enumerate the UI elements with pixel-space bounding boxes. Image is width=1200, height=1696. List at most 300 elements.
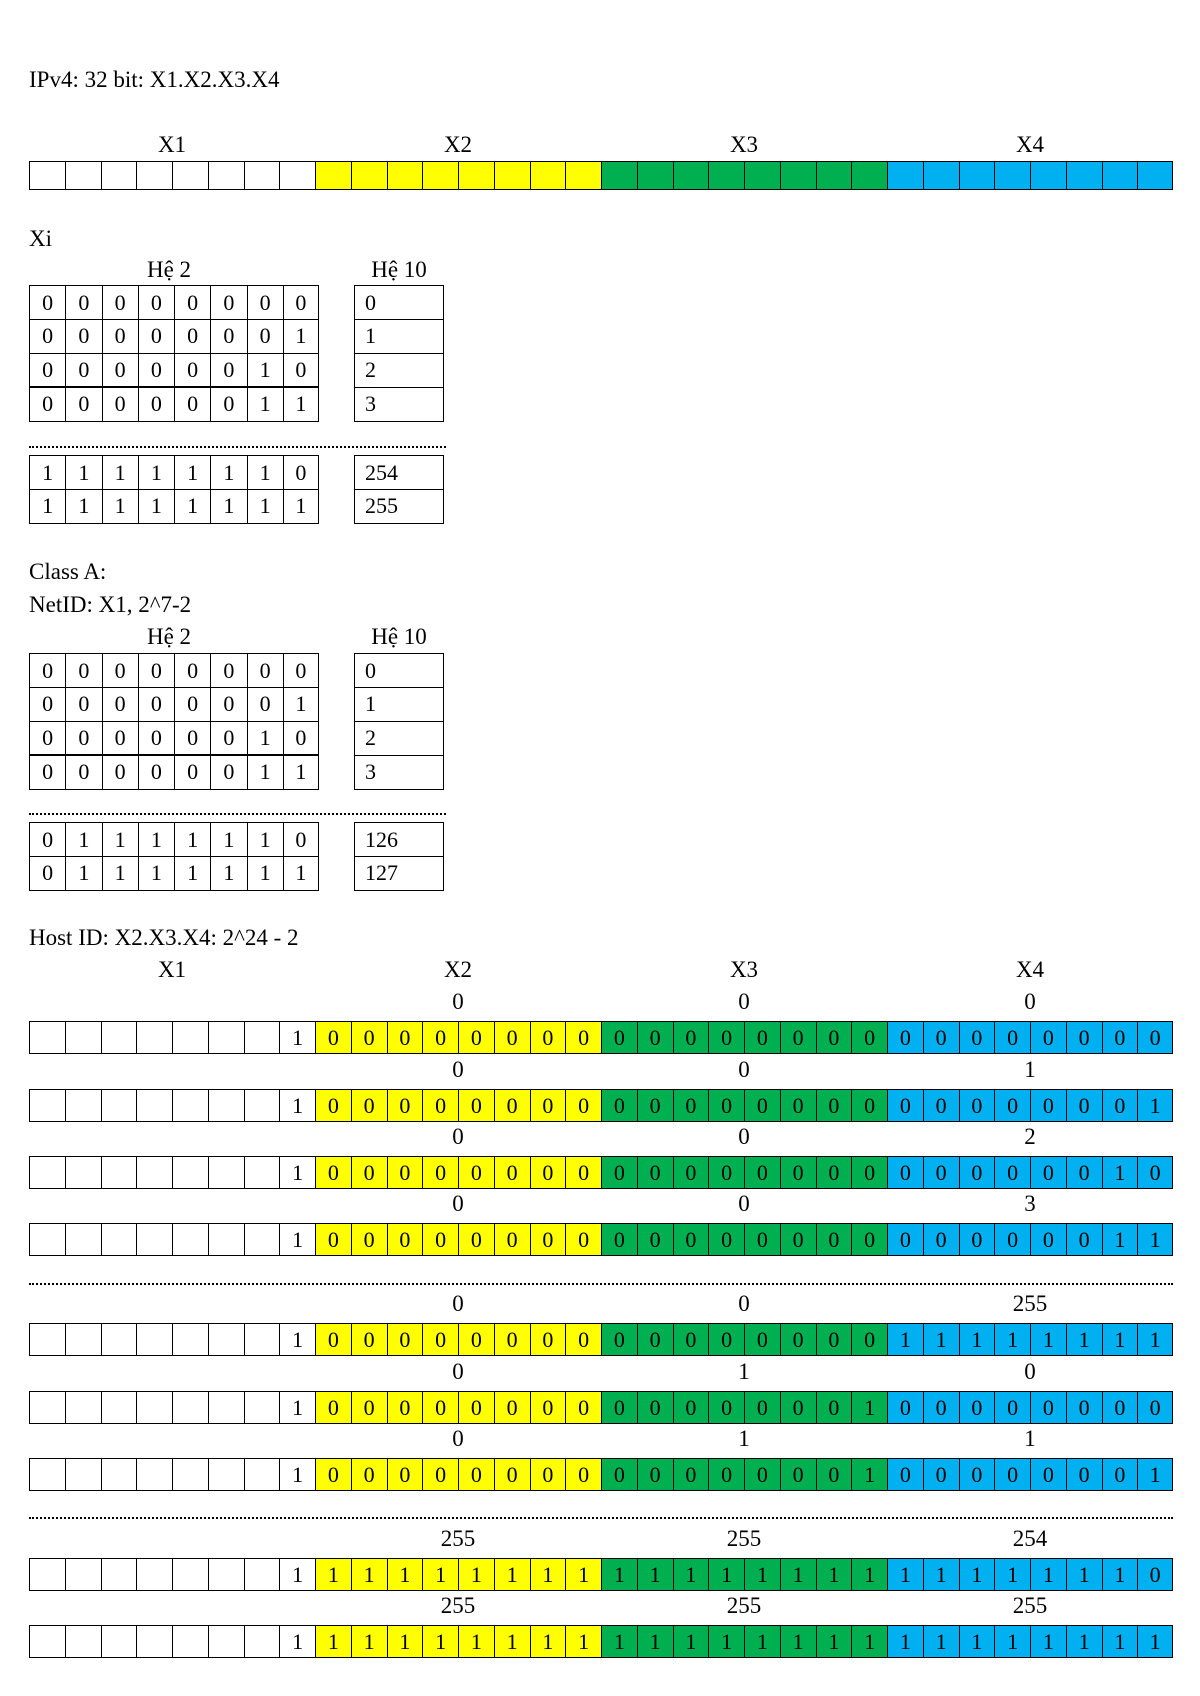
bit-cell: 0 (1030, 1157, 1066, 1188)
bit-cell: 0 (601, 1324, 637, 1355)
xi-binary-row (29, 353, 319, 388)
bit-cell: 0 (851, 1022, 887, 1053)
bit-cell: 1 (283, 320, 319, 353)
bit-cell: 0 (673, 1224, 709, 1255)
bit-cell: 0 (138, 755, 174, 788)
bit-cell: 0 (458, 1157, 494, 1188)
class-a-binary-row (29, 687, 319, 722)
bit-cell: 1 (1102, 1324, 1138, 1355)
host-decimal-label: 0 (452, 1359, 464, 1384)
bit-cell (101, 1022, 137, 1053)
bit-cell: 0 (851, 1090, 887, 1121)
xi-decimal-cell: 0 (354, 285, 444, 320)
bit-cell: 0 (1137, 1157, 1173, 1188)
bit-cell: 0 (174, 654, 210, 687)
xi-decimal-cell: 254 (354, 455, 444, 490)
bit-cell: 0 (637, 1022, 673, 1053)
host-decimal-label: 0 (738, 1191, 750, 1216)
bit-cell: 1 (708, 1559, 744, 1590)
host-decimal-label: 0 (452, 1057, 464, 1082)
bit-cell: 0 (530, 1324, 566, 1355)
bit-cell (65, 1090, 101, 1121)
bit-cell (101, 1090, 137, 1121)
class-a-decimal-header: Hệ 10 (371, 624, 427, 649)
bit-cell: 0 (1102, 1022, 1138, 1053)
bit-cell: 0 (1137, 1022, 1173, 1053)
bit-cell: 0 (494, 1090, 530, 1121)
bit-cell: 1 (1102, 1559, 1138, 1590)
bit-cell: 0 (959, 1392, 995, 1423)
page-title: IPv4: 32 bit: X1.X2.X3.X4 (29, 67, 280, 92)
host-decimal-label: 255 (1012, 1291, 1048, 1316)
bit-cell: 1 (279, 1324, 315, 1355)
bit-cell: 0 (65, 688, 101, 721)
host-decimal-label: 2 (1024, 1124, 1036, 1149)
bit-cell: 0 (959, 1459, 995, 1490)
bit-cell: 0 (923, 1090, 959, 1121)
bit-cell: 0 (422, 1224, 458, 1255)
bit-cell: 0 (744, 1224, 780, 1255)
bit-cell (208, 1559, 244, 1590)
bit-cell: 0 (387, 1324, 423, 1355)
bit-cell: 1 (102, 857, 138, 890)
bit-cell: 0 (283, 354, 319, 387)
bit-cell: 0 (851, 1324, 887, 1355)
bit-cell: 0 (601, 1090, 637, 1121)
bit-cell: 0 (1066, 1090, 1102, 1121)
bit-cell: 1 (102, 823, 138, 856)
bit-cell (887, 162, 923, 189)
bit-cell (172, 1157, 208, 1188)
bit-cell (172, 1392, 208, 1423)
class-a-binary-row (29, 856, 319, 891)
class-a-ellipsis-divider (29, 813, 446, 815)
bit-cell (101, 1224, 137, 1255)
bit-cell (208, 162, 244, 189)
xi-ellipsis-divider (29, 446, 446, 448)
bit-cell: 0 (65, 722, 101, 755)
bit-cell: 0 (315, 1459, 351, 1490)
bit-cell: 0 (422, 1022, 458, 1053)
bit-cell: 0 (887, 1392, 923, 1423)
bit-cell: 0 (637, 1090, 673, 1121)
bit-cell: 1 (247, 354, 283, 387)
bit-cell (816, 162, 852, 189)
bit-cell: 0 (138, 354, 174, 387)
class-a-binary-row (29, 721, 319, 756)
bit-cell (136, 1090, 172, 1121)
bit-cell: 0 (65, 354, 101, 387)
bit-cell: 1 (1137, 1459, 1173, 1490)
bit-cell: 1 (279, 1224, 315, 1255)
bit-cell (65, 1224, 101, 1255)
bit-cell: 0 (102, 654, 138, 687)
bit-cell: 0 (65, 654, 101, 687)
bit-cell: 0 (315, 1224, 351, 1255)
bit-cell (208, 1022, 244, 1053)
bit-cell: 1 (1137, 1090, 1173, 1121)
bit-cell (172, 1559, 208, 1590)
bit-cell (315, 162, 351, 189)
bit-cell: 1 (279, 1459, 315, 1490)
bit-cell: 0 (210, 688, 246, 721)
bit-cell (244, 1224, 280, 1255)
bit-cell: 1 (422, 1626, 458, 1657)
bit-cell: 0 (530, 1224, 566, 1255)
class-a-decimal-cell: 3 (354, 754, 444, 789)
bit-cell: 1 (247, 387, 283, 420)
bit-cell: 0 (102, 755, 138, 788)
bit-cell (172, 162, 208, 189)
bit-cell (29, 162, 65, 189)
bit-cell (208, 1392, 244, 1423)
bit-cell: 1 (708, 1626, 744, 1657)
bit-cell: 1 (959, 1324, 995, 1355)
bit-cell: 0 (351, 1224, 387, 1255)
bit-cell: 0 (283, 654, 319, 687)
bit-cell: 0 (210, 320, 246, 353)
bit-cell: 0 (1030, 1090, 1066, 1121)
bit-cell: 1 (637, 1559, 673, 1590)
bit-cell: 1 (1066, 1324, 1102, 1355)
bit-cell: 1 (315, 1559, 351, 1590)
bit-cell: 0 (816, 1022, 852, 1053)
bit-cell (351, 162, 387, 189)
bit-cell: 0 (210, 354, 246, 387)
bit-cell (1066, 162, 1102, 189)
bit-cell: 1 (174, 857, 210, 890)
bit-cell: 0 (210, 755, 246, 788)
bit-cell: 0 (422, 1090, 458, 1121)
bit-cell: 0 (458, 1324, 494, 1355)
bit-cell (101, 1157, 137, 1188)
bit-cell: 0 (673, 1022, 709, 1053)
octet-label-x1: X1 (157, 132, 187, 157)
bit-cell: 0 (565, 1459, 601, 1490)
bit-cell (172, 1459, 208, 1490)
bit-cell: 0 (102, 688, 138, 721)
bit-cell: 0 (494, 1392, 530, 1423)
bit-cell: 1 (923, 1324, 959, 1355)
bit-cell: 0 (65, 320, 101, 353)
bit-cell (65, 1459, 101, 1490)
bit-cell: 0 (708, 1459, 744, 1490)
bit-cell: 0 (422, 1157, 458, 1188)
host-decimal-label: 255 (726, 1593, 762, 1618)
bit-cell: 0 (1137, 1559, 1173, 1590)
bit-cell: 0 (816, 1157, 852, 1188)
bit-cell: 0 (816, 1324, 852, 1355)
host-id-title: Host ID: X2.X3.X4: 2^24 - 2 (29, 925, 299, 950)
bit-cell: 0 (29, 654, 65, 687)
bit-cell: 0 (422, 1392, 458, 1423)
bit-cell: 1 (174, 490, 210, 523)
bit-cell: 0 (174, 755, 210, 788)
bit-cell: 0 (138, 688, 174, 721)
bit-cell: 1 (210, 823, 246, 856)
bit-cell (244, 162, 280, 189)
bit-cell (65, 1324, 101, 1355)
bit-cell (101, 162, 137, 189)
bit-cell: 1 (102, 490, 138, 523)
host-octet-label-x4: X4 (1015, 957, 1045, 982)
bit-cell (279, 162, 315, 189)
bit-cell: 0 (458, 1459, 494, 1490)
bit-cell: 0 (637, 1224, 673, 1255)
bit-cell: 0 (29, 755, 65, 788)
bit-cell: 0 (601, 1022, 637, 1053)
bit-cell: 0 (744, 1459, 780, 1490)
bit-cell: 0 (138, 320, 174, 353)
host-bit-row (29, 1391, 1173, 1424)
class-a-decimal-cell: 0 (354, 653, 444, 688)
bit-cell: 0 (315, 1392, 351, 1423)
bit-cell: 1 (247, 857, 283, 890)
bit-cell (101, 1392, 137, 1423)
bit-cell (65, 162, 101, 189)
bit-cell (172, 1324, 208, 1355)
xi-binary-row (29, 489, 319, 524)
host-decimal-label: 3 (1024, 1191, 1036, 1216)
bit-cell: 0 (283, 823, 319, 856)
bit-cell: 1 (247, 490, 283, 523)
bit-cell: 0 (816, 1224, 852, 1255)
bit-cell: 1 (1137, 1324, 1173, 1355)
host-octet-label-x1: X1 (157, 957, 187, 982)
bit-cell: 1 (279, 1626, 315, 1657)
bit-cell: 0 (1066, 1224, 1102, 1255)
xi-binary-row (29, 455, 319, 490)
bit-cell: 0 (923, 1459, 959, 1490)
bit-cell: 0 (708, 1224, 744, 1255)
xi-binary-row (29, 386, 319, 421)
bit-cell: 0 (351, 1157, 387, 1188)
octet-label-x3: X3 (729, 132, 759, 157)
bit-cell: 1 (851, 1459, 887, 1490)
bit-cell: 0 (887, 1224, 923, 1255)
bit-cell: 1 (637, 1626, 673, 1657)
host-decimal-label: 0 (738, 989, 750, 1014)
bit-cell: 0 (494, 1459, 530, 1490)
bit-cell (172, 1626, 208, 1657)
bit-cell: 1 (458, 1559, 494, 1590)
host-decimal-label: 0 (452, 1124, 464, 1149)
bit-cell: 0 (673, 1392, 709, 1423)
bit-cell (172, 1022, 208, 1053)
bit-cell: 0 (565, 1022, 601, 1053)
bit-cell: 0 (565, 1090, 601, 1121)
bit-cell: 1 (851, 1626, 887, 1657)
xi-decimal-cell: 255 (354, 489, 444, 524)
bit-cell: 0 (283, 456, 319, 489)
bit-cell (136, 1224, 172, 1255)
bit-cell: 1 (959, 1626, 995, 1657)
bit-cell: 1 (210, 490, 246, 523)
bit-cell (959, 162, 995, 189)
host-octet-label-x2: X2 (443, 957, 473, 982)
bit-cell: 0 (351, 1392, 387, 1423)
bit-cell: 1 (29, 490, 65, 523)
bit-cell: 0 (102, 320, 138, 353)
bit-cell (208, 1090, 244, 1121)
bit-cell: 0 (1030, 1392, 1066, 1423)
bit-cell: 0 (959, 1090, 995, 1121)
xi-section-title: Xi (29, 226, 52, 251)
bit-cell: 0 (923, 1392, 959, 1423)
bit-cell: 0 (923, 1224, 959, 1255)
bit-cell: 0 (65, 286, 101, 319)
bit-cell: 1 (494, 1626, 530, 1657)
bit-cell: 0 (29, 823, 65, 856)
bit-cell: 1 (102, 456, 138, 489)
class-a-binary-row (29, 653, 319, 688)
bit-cell (65, 1626, 101, 1657)
bit-cell: 1 (351, 1559, 387, 1590)
bit-cell: 0 (601, 1459, 637, 1490)
bit-cell: 1 (923, 1559, 959, 1590)
bit-cell: 0 (210, 286, 246, 319)
bit-cell: 0 (387, 1157, 423, 1188)
bit-cell: 0 (1066, 1157, 1102, 1188)
octet-label-x4: X4 (1015, 132, 1045, 157)
class-a-decimal-cell: 1 (354, 687, 444, 722)
ipv4-32bit-bar (29, 161, 1173, 190)
bit-cell: 0 (458, 1224, 494, 1255)
bit-cell (136, 1626, 172, 1657)
bit-cell: 0 (673, 1157, 709, 1188)
bit-cell: 0 (565, 1392, 601, 1423)
bit-cell: 0 (530, 1022, 566, 1053)
host-decimal-label: 255 (1012, 1593, 1048, 1618)
host-bit-row (29, 1458, 1173, 1491)
bit-cell: 0 (247, 654, 283, 687)
bit-cell: 0 (315, 1090, 351, 1121)
bit-cell: 1 (887, 1626, 923, 1657)
bit-cell: 1 (65, 823, 101, 856)
xi-decimal-cell: 3 (354, 386, 444, 421)
bit-cell: 1 (780, 1626, 816, 1657)
bit-cell: 1 (422, 1559, 458, 1590)
bit-cell: 0 (959, 1224, 995, 1255)
xi-binary-row (29, 285, 319, 320)
bit-cell: 1 (283, 688, 319, 721)
bit-cell: 1 (1102, 1224, 1138, 1255)
bit-cell: 1 (1030, 1559, 1066, 1590)
bit-cell: 0 (247, 320, 283, 353)
bit-cell: 1 (601, 1559, 637, 1590)
bit-cell (244, 1157, 280, 1188)
bit-cell: 1 (283, 387, 319, 420)
bit-cell: 1 (210, 857, 246, 890)
bit-cell: 0 (65, 755, 101, 788)
bit-cell: 1 (673, 1559, 709, 1590)
bit-cell (744, 162, 780, 189)
bit-cell: 1 (1137, 1224, 1173, 1255)
bit-cell (29, 1626, 65, 1657)
class-a-decimal-cell: 2 (354, 721, 444, 756)
bit-cell: 1 (138, 490, 174, 523)
bit-cell: 0 (780, 1090, 816, 1121)
bit-cell: 0 (1066, 1392, 1102, 1423)
bit-cell: 0 (1137, 1392, 1173, 1423)
bit-cell: 0 (458, 1022, 494, 1053)
bit-cell: 0 (458, 1090, 494, 1121)
bit-cell: 0 (174, 688, 210, 721)
bit-cell (65, 1022, 101, 1053)
bit-cell: 1 (780, 1559, 816, 1590)
bit-cell: 1 (816, 1626, 852, 1657)
bit-cell: 0 (138, 654, 174, 687)
bit-cell: 1 (887, 1559, 923, 1590)
bit-cell: 1 (247, 722, 283, 755)
bit-cell: 1 (283, 857, 319, 890)
host-decimal-label: 0 (452, 1291, 464, 1316)
bit-cell (244, 1022, 280, 1053)
bit-cell: 1 (283, 755, 319, 788)
xi-binary-row (29, 319, 319, 354)
xi-decimal-cell: 1 (354, 319, 444, 354)
bit-cell: 1 (1137, 1626, 1173, 1657)
bit-cell (136, 1459, 172, 1490)
bit-cell: 0 (174, 354, 210, 387)
bit-cell: 0 (102, 286, 138, 319)
bit-cell: 0 (351, 1324, 387, 1355)
bit-cell: 0 (458, 1392, 494, 1423)
bit-cell: 1 (138, 823, 174, 856)
bit-cell: 1 (247, 823, 283, 856)
host-decimal-label: 255 (440, 1526, 476, 1551)
host-decimal-label: 0 (1024, 989, 1036, 1014)
bit-cell (29, 1090, 65, 1121)
bit-cell: 1 (1102, 1626, 1138, 1657)
bit-cell: 1 (387, 1559, 423, 1590)
bit-cell (1102, 162, 1138, 189)
bit-cell: 0 (708, 1157, 744, 1188)
bit-cell: 0 (210, 722, 246, 755)
bit-cell: 1 (1030, 1324, 1066, 1355)
bit-cell: 0 (780, 1324, 816, 1355)
bit-cell: 0 (315, 1022, 351, 1053)
bit-cell: 1 (138, 456, 174, 489)
bit-cell: 0 (708, 1392, 744, 1423)
bit-cell (29, 1459, 65, 1490)
bit-cell: 0 (29, 354, 65, 387)
bit-cell (637, 162, 673, 189)
bit-cell: 0 (1030, 1022, 1066, 1053)
bit-cell (422, 162, 458, 189)
host-octet-label-x3: X3 (729, 957, 759, 982)
bit-cell: 0 (174, 286, 210, 319)
bit-cell: 0 (887, 1090, 923, 1121)
bit-cell: 0 (1066, 1022, 1102, 1053)
bit-cell: 0 (387, 1022, 423, 1053)
bit-cell: 0 (744, 1157, 780, 1188)
bit-cell (780, 162, 816, 189)
bit-cell: 0 (744, 1022, 780, 1053)
bit-cell: 0 (530, 1090, 566, 1121)
class-a-decimal-cell: 127 (354, 856, 444, 891)
bit-cell: 1 (530, 1626, 566, 1657)
bit-cell: 0 (247, 286, 283, 319)
bit-cell (244, 1090, 280, 1121)
host-bit-row (29, 1625, 1173, 1658)
bit-cell: 1 (565, 1626, 601, 1657)
bit-cell: 0 (708, 1324, 744, 1355)
bit-cell: 0 (565, 1324, 601, 1355)
bit-cell (708, 162, 744, 189)
bit-cell (208, 1324, 244, 1355)
host-decimal-label: 0 (738, 1124, 750, 1149)
